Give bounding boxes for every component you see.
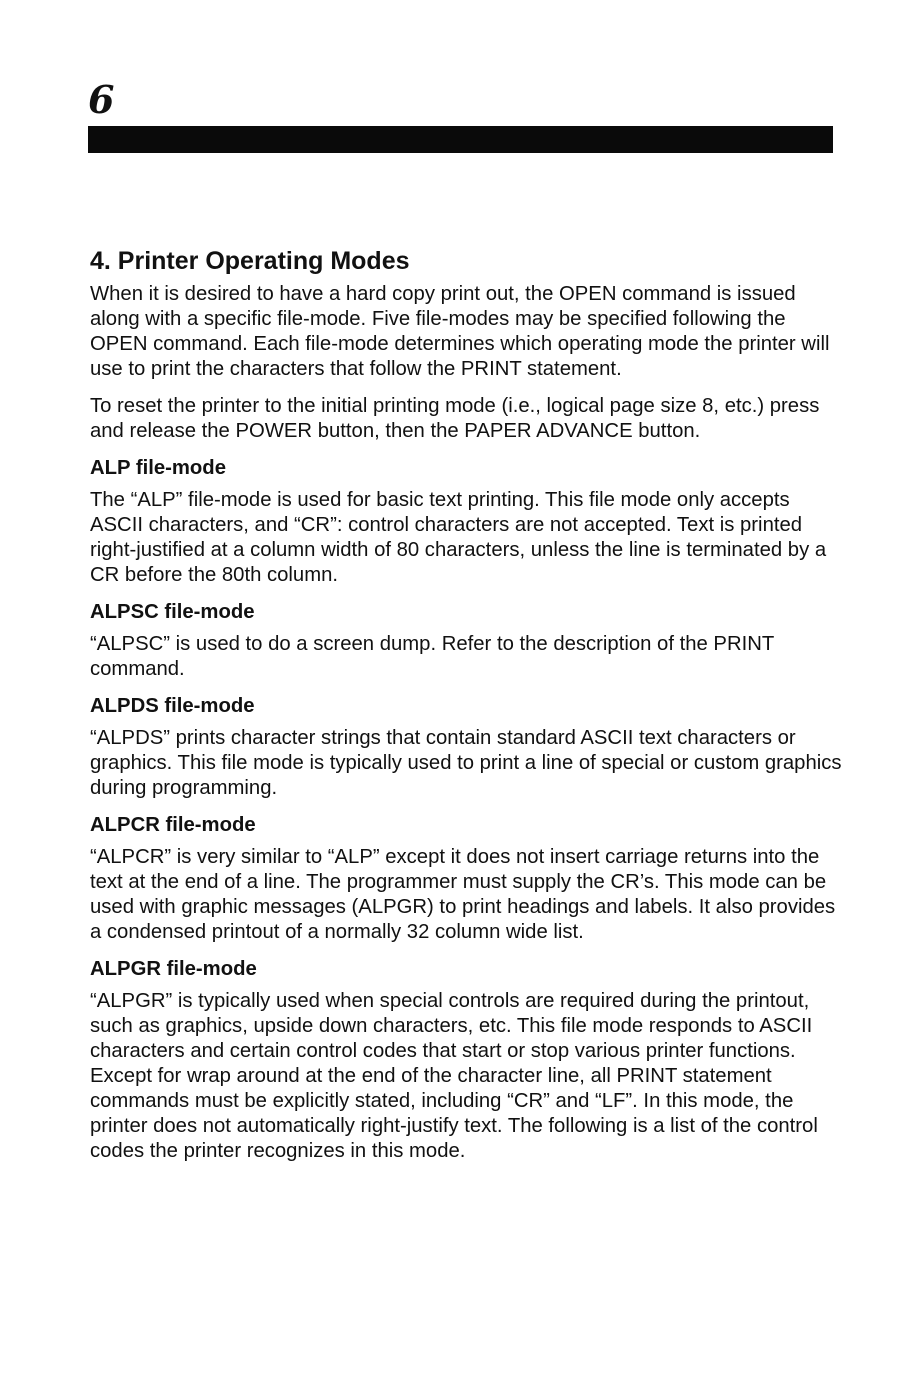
mode-description: “ALPGR” is typically used when special controls are required during the printout, such as graphics, upside down characters, etc. This file mode responds to ASCII characters and certain control codes that start or stop various printer functions. Except for wrap around at the end of the character line, all PRINT statement commands must be explicitly stated, including “CR” and “LF”. In this mode, the printer does not automatically right-justify text. The following is a list of the control codes the printer recognizes in this mode. — [90, 990, 818, 1162]
mode-description: “ALPDS” prints character strings that contain standard ASCII text characters or graphics. This file mode is typically used to print a line of special or custom graphics during programming. — [90, 727, 842, 799]
mode-alp — [90, 456, 842, 588]
section-title: 4. Printer Operating Modes — [90, 247, 410, 275]
mode-description: The “ALP” file-mode is used for basic text printing. This file mode only accepts ASCII characters, and “CR”: control characters are not accepted. Text is printed right-justified at a column width of 80 characters, unless the line is terminated by a CR before the 80th column. — [90, 489, 827, 586]
mode-heading: ALPCR file-mode — [90, 814, 256, 836]
intro-paragraph: When it is desired to have a hard copy print out, the OPEN command is issued along with a specific file-mode. Five file-modes may be specified following the OPEN command. Each file-mode determines which operating mode the printer will use to print the characters that follow the PRINT statement. — [90, 283, 830, 380]
page-number: 6 — [88, 77, 115, 122]
mode-alpsc — [90, 600, 842, 682]
mode-alpgr — [90, 957, 842, 1164]
page-content — [90, 244, 842, 1176]
header-rule-bar — [88, 126, 833, 153]
mode-heading: ALPDS file-mode — [90, 695, 255, 717]
mode-heading: ALPGR file-mode — [90, 958, 257, 980]
mode-description: “ALPSC” is used to do a screen dump. Refer to the description of the PRINT command. — [90, 633, 774, 680]
reset-paragraph: To reset the printer to the initial printing mode (i.e., logical page size 8, etc.) press and release the POWER button, then the PAPER ADVANCE button. — [90, 395, 820, 442]
mode-heading: ALPSC file-mode — [90, 601, 255, 623]
mode-description: “ALPCR” is very similar to “ALP” except it does not insert carriage returns into the text at the end of a line. The programmer must supply the CR’s. This mode can be used with graphic messages (ALPGR) to print headings and labels. It also provides a condensed printout of a normally 32 column wide list. — [90, 846, 836, 943]
mode-alpcr — [90, 813, 842, 945]
mode-alpds — [90, 694, 842, 801]
mode-heading: ALP file-mode — [90, 457, 226, 479]
